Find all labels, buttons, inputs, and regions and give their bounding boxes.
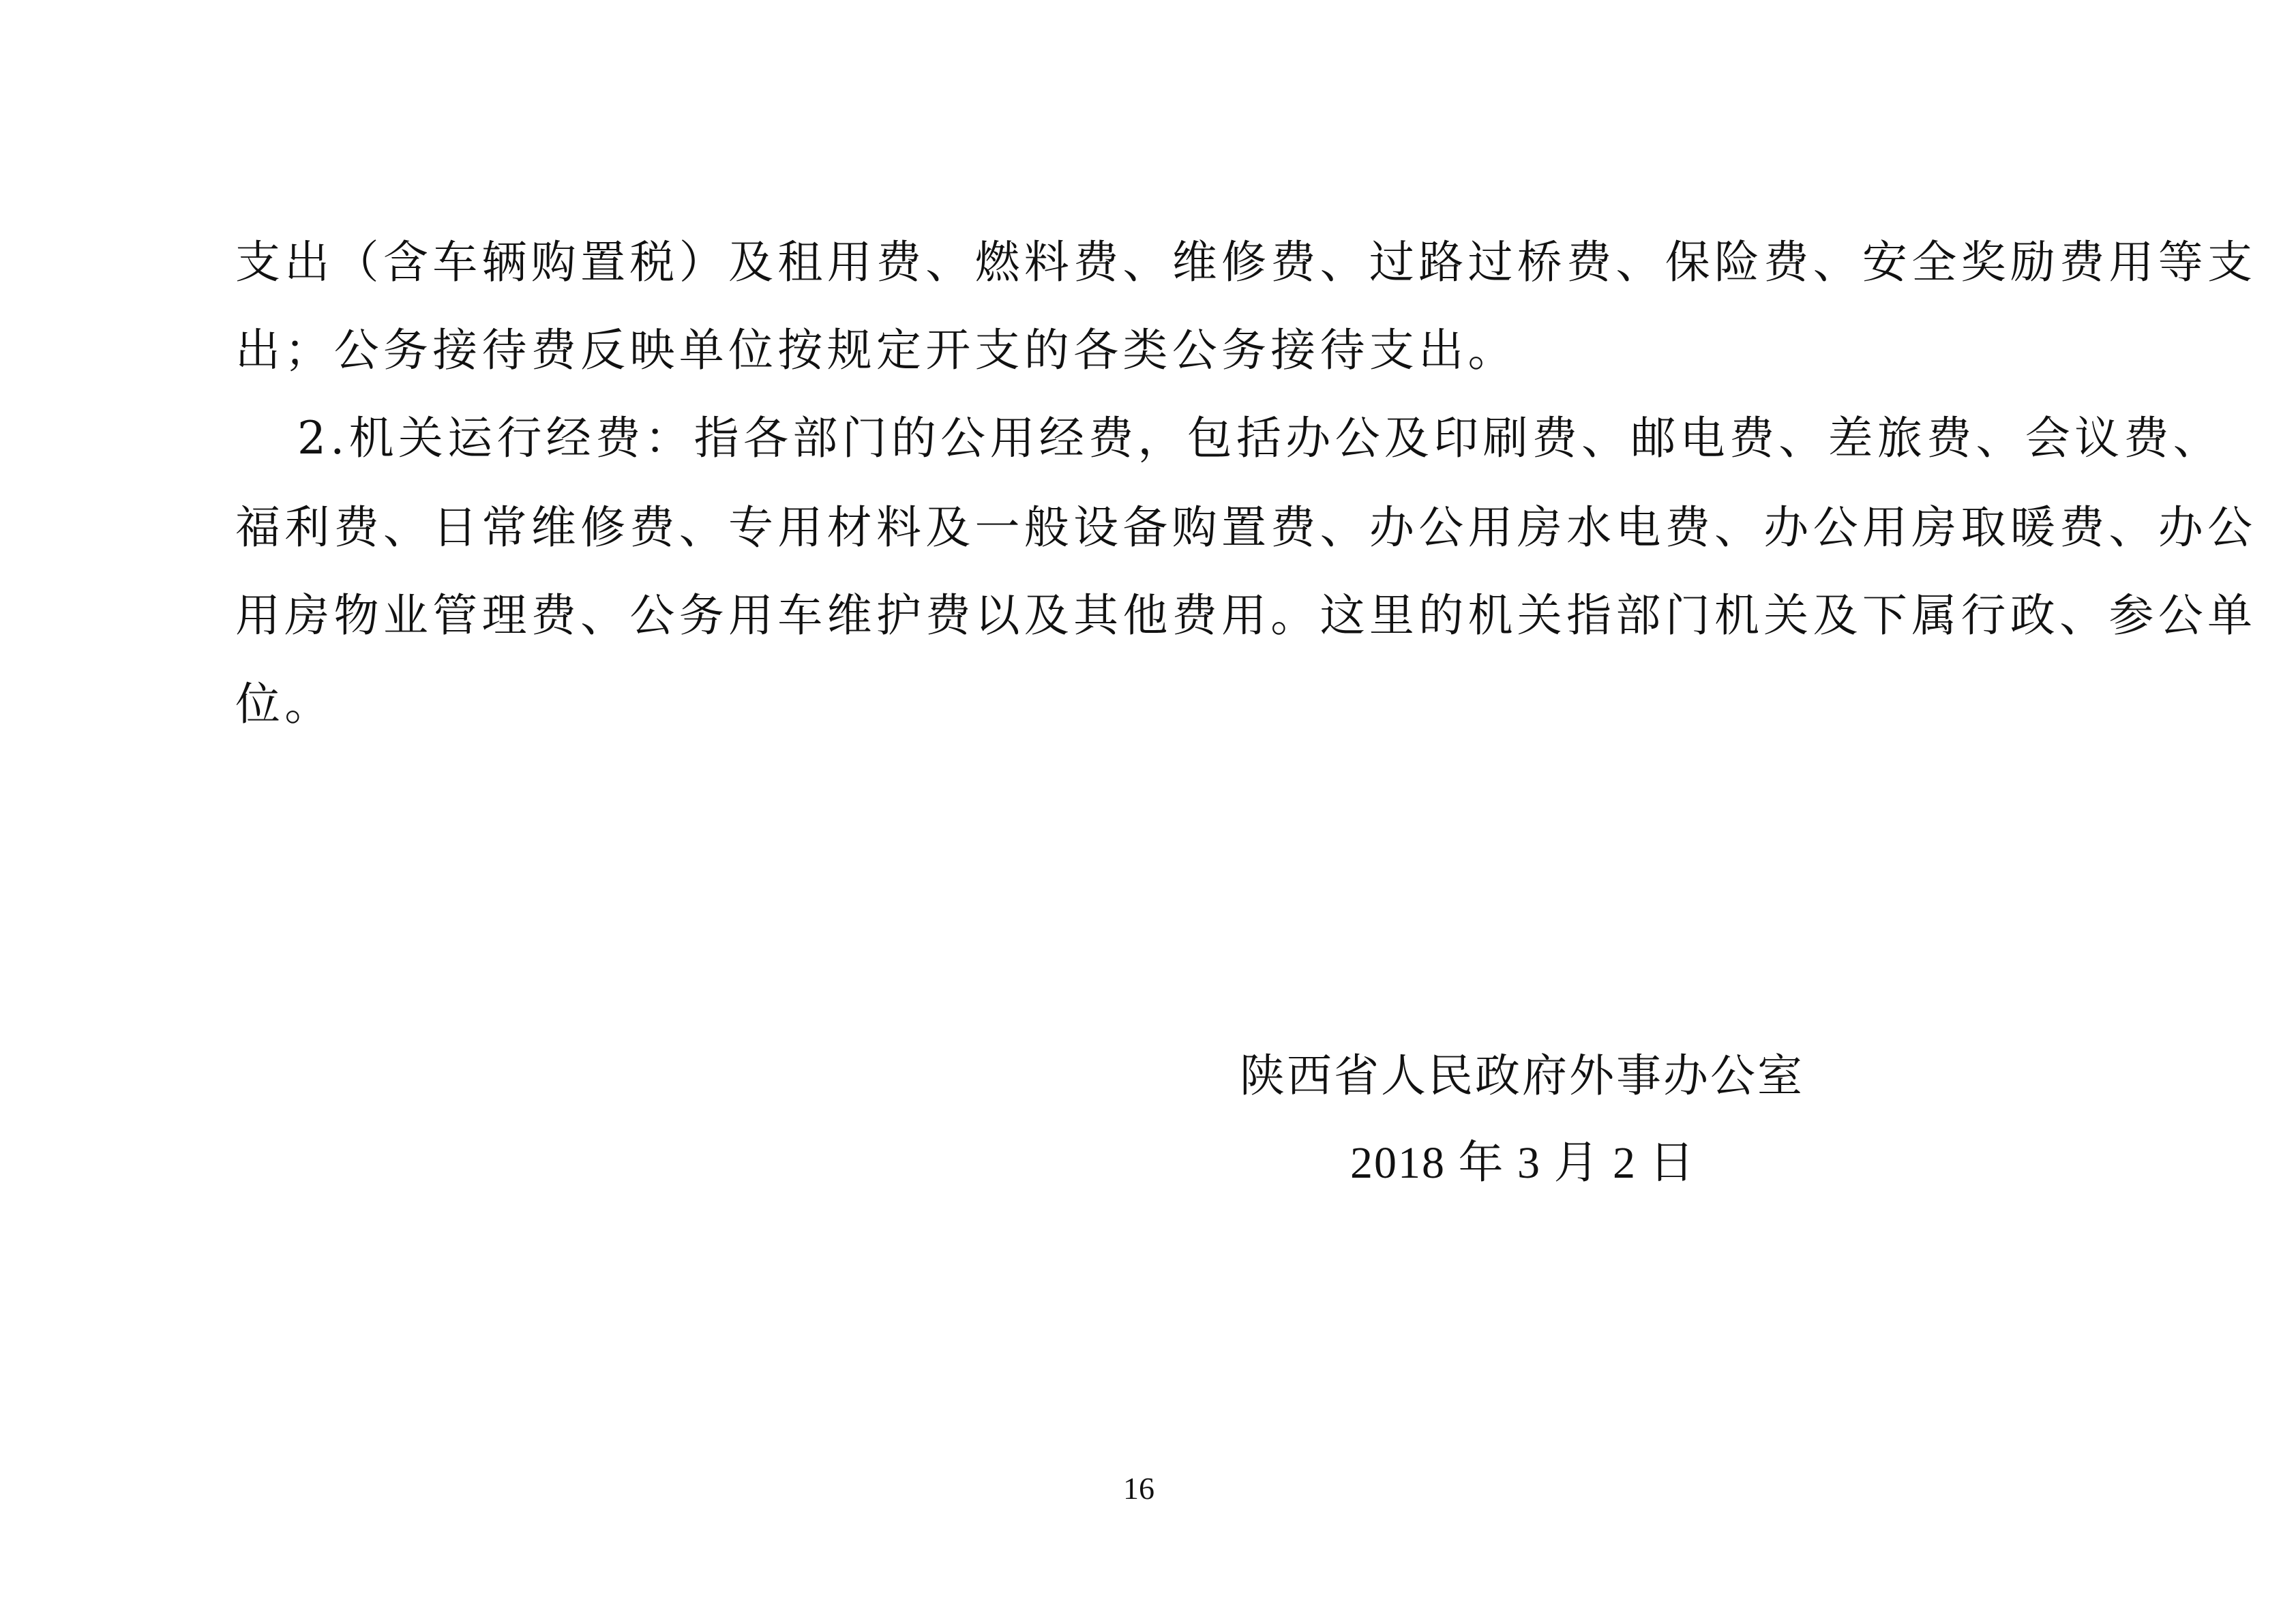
page-number: 16 xyxy=(1123,1471,1154,1506)
signature-date: 2018 年 3 月 2 日 xyxy=(1350,1138,1696,1188)
body-text-line: 2.机关运行经费：指各部门的公用经费，包括办公及印刷费、邮电费、差旅费、会议费、 xyxy=(297,412,2222,464)
body-text-line: 福利费、日常维修费、专用材料及一般设备购置费、办公用房水电费、办公用房取暖费、办公 xyxy=(235,501,2257,554)
signature-organization: 陕西省人民政府外事办公室 xyxy=(1240,1049,1804,1102)
body-text-line: 用房物业管理费、公务用车维护费以及其他费用。这里的机关指部门机关及下属行政、参公单 xyxy=(235,589,2257,642)
body-text-line: 位。 xyxy=(235,678,334,730)
body-text-line: 出；公务接待费反映单位按规定开支的各类公务接待支出。 xyxy=(235,324,1517,376)
body-text-line: 支出（含车辆购置税）及租用费、燃料费、维修费、过路过桥费、保险费、安全奖励费用等支 xyxy=(235,236,2257,288)
